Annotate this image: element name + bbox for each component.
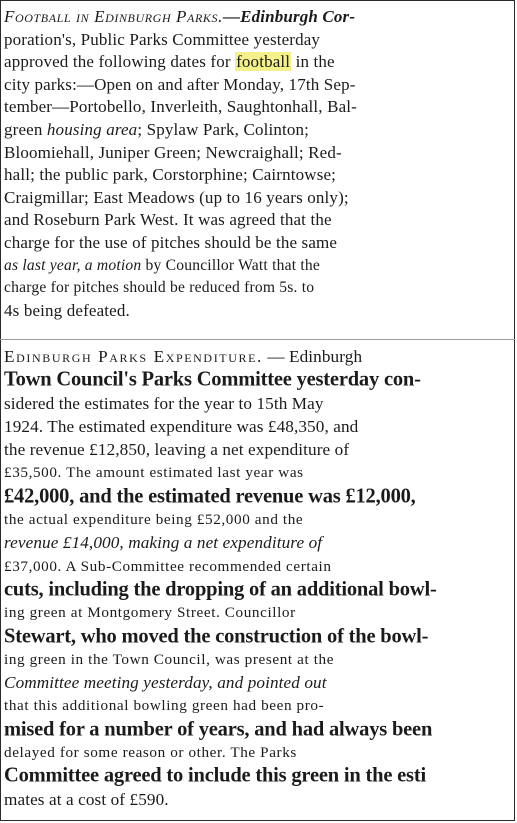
text-run: mates at a cost of £590. (4, 789, 169, 809)
text-line (4, 555, 510, 578)
text-line (4, 187, 510, 210)
text-line (4, 741, 510, 764)
text-run: charge for the use of pitches should be the same (4, 232, 338, 252)
text-run: ing green in the Town Council, was present at the (4, 650, 335, 668)
article-football-parks (4, 6, 510, 322)
text-run: the actual expenditure being £52,000 and the (4, 511, 304, 529)
text-run: £37,000. A Sub-Committee recommended certain (4, 557, 332, 575)
text-line (4, 717, 510, 741)
article-heading: Football in Edinburgh Parks. (4, 7, 223, 26)
text-run: delayed for some reason or other. The Parks (4, 744, 297, 762)
text-line (4, 277, 510, 300)
text-line (4, 577, 510, 601)
text-run: Committee agreed to include this green in the esti (4, 763, 426, 787)
text-run: in the (291, 52, 335, 72)
text-run: poration's, Public Parks Committee yesterday (4, 29, 321, 49)
text-run: Town Council's Parks Committee yesterday con- (4, 367, 421, 391)
text-run: by Councillor Watt that the (141, 256, 320, 274)
text-run: —Edinburgh Cor- (222, 7, 356, 26)
text-line (4, 788, 510, 811)
text-line (4, 508, 510, 531)
text-run: green (4, 119, 47, 139)
text-run: sidered the estimates for the year to 15th May (4, 393, 324, 413)
text-line (4, 6, 510, 29)
text-line (4, 142, 510, 165)
text-line (4, 96, 510, 119)
text-run: Committee meeting yesterday, and pointed out (4, 673, 327, 693)
text-run: — Edinburgh (262, 347, 363, 366)
text-run: a motion (84, 256, 142, 274)
text-line (4, 255, 510, 278)
text-run: approved the following dates for (4, 52, 236, 72)
text-line (4, 484, 510, 508)
text-run: and Roseburn Park West. It was agreed that the (4, 210, 332, 230)
text-line (4, 694, 510, 717)
text-line (4, 300, 510, 323)
text-run: the revenue £12,850, leaving a net expenditure of (4, 440, 350, 460)
text-run: £35,500. The amount estimated last year was (4, 464, 304, 482)
text-run: 4s being defeated. (4, 300, 130, 320)
text-run: hall; the public park, Corstorphine; Cairntowse; (4, 165, 337, 185)
text-line (4, 119, 510, 142)
text-line (4, 601, 510, 624)
text-line (4, 764, 510, 788)
text-line (4, 51, 510, 74)
text-line (4, 209, 510, 232)
text-line (4, 648, 510, 671)
text-run: Bloomiehall, Juniper Green; Newcraighall; Red- (4, 142, 342, 162)
text-run: Craigmillar; East Meadows (up to 16 years only); (4, 187, 349, 207)
text-run: housing area (46, 119, 138, 139)
text-line (4, 624, 510, 648)
text-run: Stewart, who moved the construction of the bowl- (4, 623, 429, 648)
text-run: tember—Portobello, Inverleith, Saughtonhall, Bal- (4, 97, 357, 117)
text-run: as last year, (4, 256, 85, 274)
text-line (4, 415, 510, 438)
text-line (4, 29, 510, 52)
text-run: city parks:—Open on and after Monday, 17th Sep- (4, 74, 356, 94)
article-parks-expenditure (4, 345, 510, 811)
text-run: charge for pitches should be reduced from 5s. to (4, 279, 315, 297)
column-divider (0, 339, 515, 340)
text-line (4, 438, 510, 461)
text-line (4, 164, 510, 187)
text-line (4, 368, 510, 392)
text-run: ing green at Montgomery Street. Councillor (4, 604, 296, 622)
text-run: mised for a number of years, and had always been (4, 717, 433, 741)
text-line (4, 671, 510, 694)
text-line (4, 461, 510, 484)
text-run: £42,000, and the estimated revenue was £12,000, (4, 484, 416, 508)
text-run: revenue £14,000, making a net expenditure of (4, 533, 323, 553)
text-line (4, 531, 510, 554)
text-run: that this additional bowling green had been pro- (4, 697, 325, 715)
article-heading: Edinburgh Parks Expenditure. (4, 347, 263, 366)
text-line (4, 74, 510, 97)
text-run: ; Spylaw Park, Colinton; (137, 119, 310, 139)
text-run: 1924. The estimated expenditure was £48,350, and (4, 416, 359, 436)
search-highlight: football (236, 52, 291, 72)
text-line (4, 232, 510, 255)
text-run: cuts, including the dropping of an additional bowl- (4, 577, 437, 601)
text-line (4, 345, 510, 368)
text-line (4, 392, 510, 415)
